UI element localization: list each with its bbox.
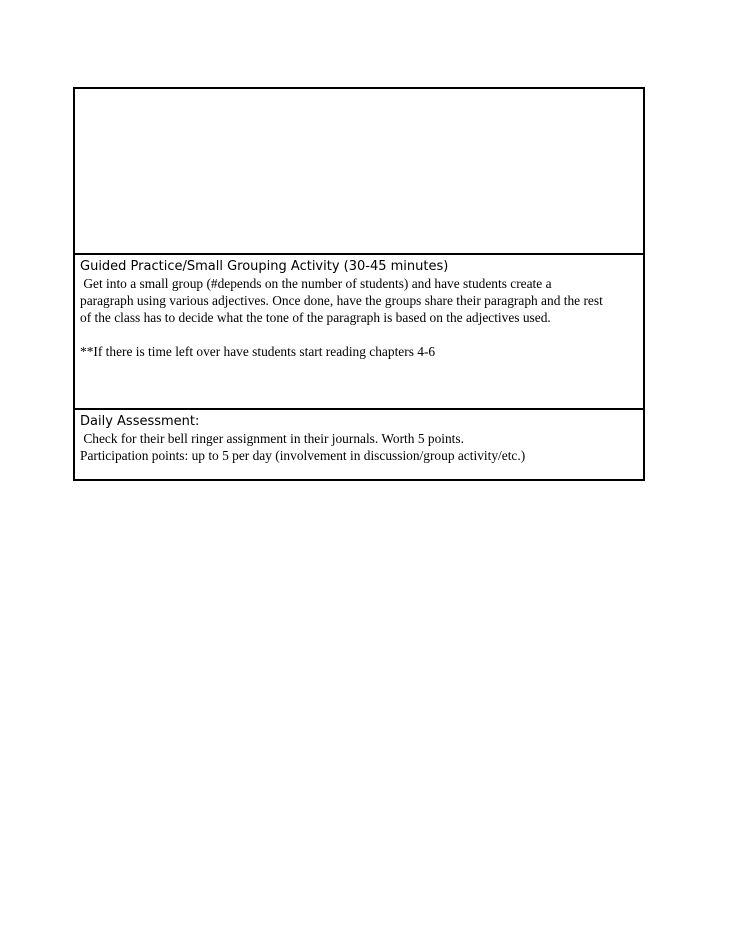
- empty-cell: [75, 89, 643, 255]
- guided-practice-heading: Guided Practice/Small Grouping Activity (30-45 minutes): [80, 259, 449, 274]
- guided-practice-line: of the class has to decide what the tone of the paragraph is based on the adjectives used.: [80, 310, 551, 325]
- daily-assessment-line: Participation points: up to 5 per day (involvement in discussion/group activity/etc.): [80, 448, 526, 463]
- paragraph-gap: [80, 326, 638, 343]
- guided-practice-note: **If there is time left over have students start reading chapters 4-6: [80, 344, 436, 359]
- guided-practice-body: [80, 275, 638, 360]
- daily-assessment-cell: [75, 410, 643, 481]
- guided-practice-line: Get into a small group (#depends on the number of students) and have students create a: [80, 276, 552, 291]
- daily-assessment-body: [80, 430, 638, 464]
- daily-assessment-line: Check for their bell ringer assignment in their journals. Worth 5 points.: [80, 431, 464, 446]
- daily-assessment-heading: Daily Assessment:: [80, 414, 200, 429]
- guided-practice-line: paragraph using various adjectives. Once done, have the groups share their paragraph and the rest: [80, 293, 603, 308]
- guided-practice-cell: [75, 255, 643, 410]
- lesson-plan-table: [73, 87, 645, 481]
